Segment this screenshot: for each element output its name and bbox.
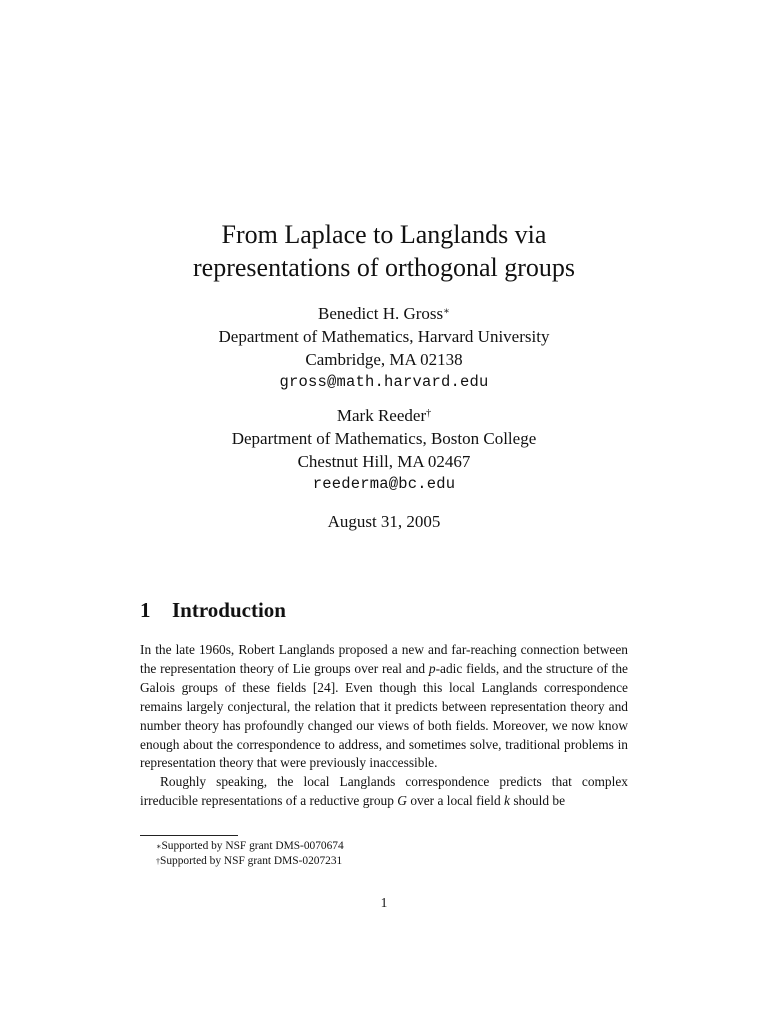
section-heading-introduction <box>140 598 286 623</box>
author-affiliation: Department of Mathematics, Boston College <box>231 429 537 448</box>
footnotes <box>156 839 344 869</box>
footnote-marker[interactable]: † <box>426 408 432 419</box>
author-email[interactable]: gross@math.harvard.edu <box>279 373 489 391</box>
author-block-reeder <box>100 404 668 496</box>
math-k: k <box>504 793 510 809</box>
author-block-gross <box>100 302 668 394</box>
paper-title <box>100 218 668 284</box>
footnote-divider <box>140 835 238 836</box>
math-p: p <box>428 660 436 676</box>
footnote-mark: † <box>156 857 160 866</box>
author-address: Cambridge, MA 02138 <box>305 350 463 369</box>
footnote-item <box>156 854 344 869</box>
author-affiliation: Department of Mathematics, Harvard University <box>218 327 550 346</box>
title-line-1: From Laplace to Langlands via <box>221 220 547 249</box>
section-number: 1 <box>140 598 151 622</box>
footnote-text: Supported by NSF grant DMS-0070674 <box>161 840 344 852</box>
page-number: 1 <box>380 895 388 910</box>
footnote-marker[interactable]: ∗ <box>443 306 450 317</box>
author-name: Mark Reeder† <box>336 406 432 425</box>
body-text <box>140 641 628 811</box>
math-G: G <box>397 793 407 809</box>
footnote-item <box>156 839 344 854</box>
author-name: Benedict H. Gross∗ <box>318 304 450 323</box>
title-line-2: representations of orthogonal groups <box>193 253 575 282</box>
section-title: Introduction <box>172 598 286 622</box>
author-email[interactable]: reederma@bc.edu <box>312 475 456 493</box>
paragraph: In the late 1960s, Robert Langlands proposed a new and far-reaching connection between the representation theory of Lie groups over real and p-adic fields, and the structure of the Galois groups of these fields [24]. Even though this local Langlands correspondence remains largely conjectural, the relation that it predicts between representation theory and number theory has profoundly changed our views of both fields. Moreover, we now know enough about the correspondence to address, and sometimes solve, traditional problems in representation theory that were previously inaccessible. <box>140 642 629 771</box>
footnote-mark: ∗ <box>156 842 162 851</box>
paper-date: August 31, 2005 <box>327 512 441 531</box>
footnote-text: Supported by NSF grant DMS-0207231 <box>160 855 343 867</box>
paragraph: Roughly speaking, the local Langlands correspondence predicts that complex irreducible representations of a reductive group G over a local field k should be <box>140 774 628 809</box>
author-address: Chestnut Hill, MA 02467 <box>297 452 471 471</box>
